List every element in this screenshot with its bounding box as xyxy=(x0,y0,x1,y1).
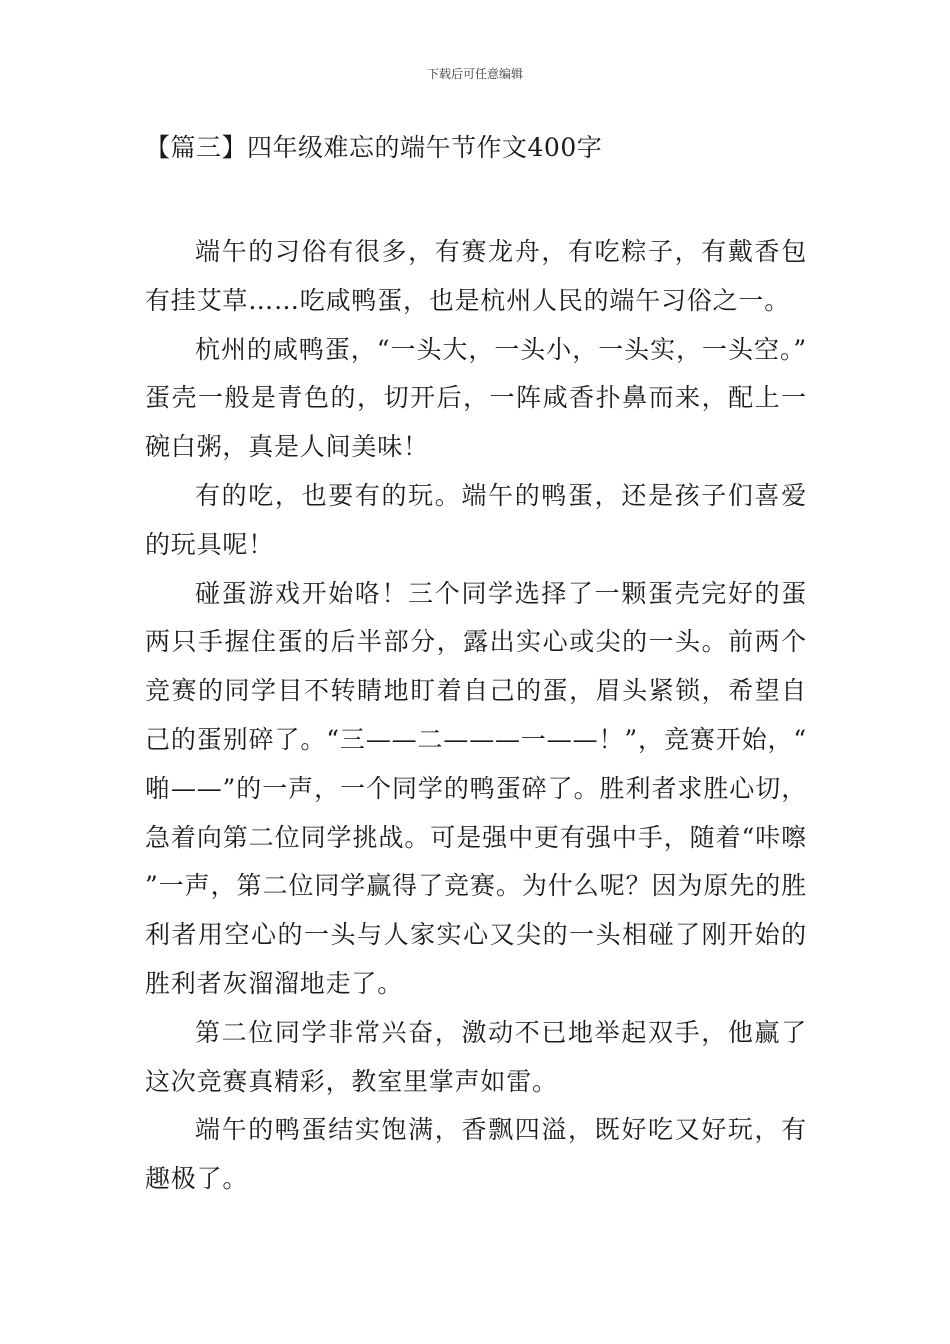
paragraph-2: 杭州的咸鸭蛋，“一头大，一头小，一头实，一头空。”蛋壳一般是青色的，切开后，一阵咸香扑鼻而来，配上一碗白粥，真是人间美味！ xyxy=(145,334,807,462)
document-title: 【篇三】四年级难忘的端午节作文400字 xyxy=(145,133,603,162)
document-body xyxy=(145,228,807,1204)
paragraph-6: 端午的鸭蛋结实饱满，香飘四溢，既好吃又好玩，有趣极了。 xyxy=(145,1115,807,1194)
paragraph-1: 端午的习俗有很多，有赛龙舟，有吃粽子，有戴香包有挂艾草……吃咸鸭蛋，也是杭州人民的端午习俗之一。 xyxy=(145,237,807,315)
paragraph-5: 第二位同学非常兴奋，激动不已地举起双手，他赢了这次竞赛真精彩，教室里掌声如雷。 xyxy=(145,1017,807,1096)
paragraph-4: 碰蛋游戏开始咯！三个同学选择了一颗蛋壳完好的蛋两只手握住蛋的后半部分，露出实心或尖的一头。前两个竞赛的同学目不转睛地盯着自己的蛋，眉头紧锁，希望自己的蛋别碎了。“三——二———一——！”，竞赛开始，“啪——”的一声，一个同学的鸭蛋碎了。胜利者求胜心切，急着向第二位同学挑战。可是强中更有强中手，随着“咔嚓”一声，第二位同学赢得了竞赛。为什么呢？因为原先的胜利者用空心的一头与人家实心又尖的一头相碰了刚开始的胜利者灰溜溜地走了。 xyxy=(145,578,807,998)
paragraph-3: 有的吃，也要有的玩。端午的鸭蛋，还是孩子们喜爱的玩具呢！ xyxy=(145,480,807,559)
header-note: 下载后可任意编辑 xyxy=(426,67,523,81)
